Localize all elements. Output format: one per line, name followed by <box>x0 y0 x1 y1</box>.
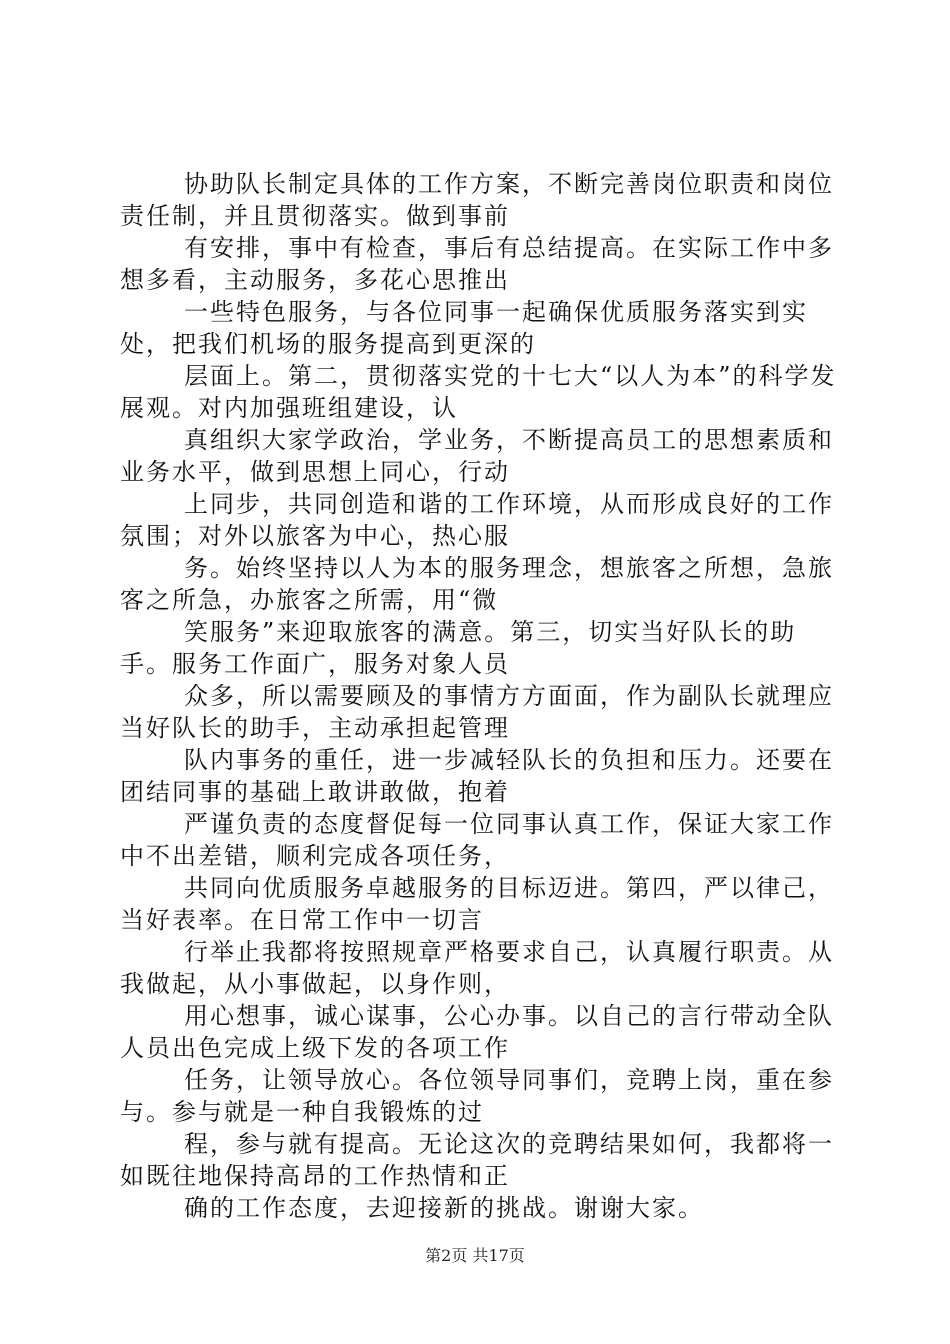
paragraph-13: 行举止我都将按照规章严格要求自己，认真履行职责。从我做起，从小事做起，以身作则， <box>120 938 834 998</box>
paragraph-15: 任务，让领导放心。各位领导同事们，竞聘上岗，重在参与。参与就是一种自我锻炼的过 <box>120 1066 834 1126</box>
paragraph-2: 有安排，事中有检查，事后有总结提高。在实际工作中多想多看，主动服务，多花心思推出 <box>120 234 834 294</box>
paragraph-17: 确的工作态度，去迎接新的挑战。谢谢大家。 <box>184 1194 704 1222</box>
paragraph-14: 用心想事，诚心谋事，公心办事。以自己的言行带动全队人员出色完成上级下发的各项工作 <box>120 1002 834 1062</box>
paragraph-10: 队内事务的重任，进一步减轻队长的负担和压力。还要在团结同事的基础上敢讲敢做，抱着 <box>120 746 834 806</box>
paragraph-11: 严谨负责的态度督促每一位同事认真工作，保证大家工作中不出差错，顺利完成各项任务， <box>120 810 834 870</box>
paragraph-8: 笑服务”来迎取旅客的满意。第三，切实当好队长的助手。服务工作面广，服务对象人员 <box>120 618 797 678</box>
document-body <box>120 168 840 1224</box>
paragraph-5: 真组织大家学政治，学业务，不断提高员工的思想素质和业务水平，做到思想上同心，行动 <box>120 426 834 486</box>
paragraph-16: 程，参与就有提高。无论这次的竞聘结果如何，我都将一如既往地保持高昂的工作热情和正 <box>120 1130 834 1190</box>
paragraph-1: 协助队长制定具体的工作方案，不断完善岗位职责和岗位责任制，并且贯彻落实。做到事前 <box>120 170 834 230</box>
paragraph-6: 上同步，共同创造和谐的工作环境，从而形成良好的工作氛围；对外以旅客为中心，热心服 <box>120 490 834 550</box>
page-number-footer: 第2页 共17页 <box>425 1246 525 1265</box>
paragraph-9: 众多，所以需要顾及的事情方方面面，作为副队长就理应当好队长的助手，主动承担起管理 <box>120 682 834 742</box>
paragraph-4: 层面上。第二，贯彻落实党的十七大“以人为本”的科学发展观。对内加强班组建设，认 <box>120 362 837 422</box>
paragraph-3: 一些特色服务，与各位同事一起确保优质服务落实到实处，把我们机场的服务提高到更深的 <box>120 298 808 358</box>
paragraph-12: 共同向优质服务卓越服务的目标迈进。第四，严以律己，当好表率。在日常工作中一切言 <box>120 874 834 934</box>
paragraph-7: 务。始终坚持以人为本的服务理念，想旅客之所想，急旅客之所急，办旅客之所需，用“微 <box>120 554 834 614</box>
